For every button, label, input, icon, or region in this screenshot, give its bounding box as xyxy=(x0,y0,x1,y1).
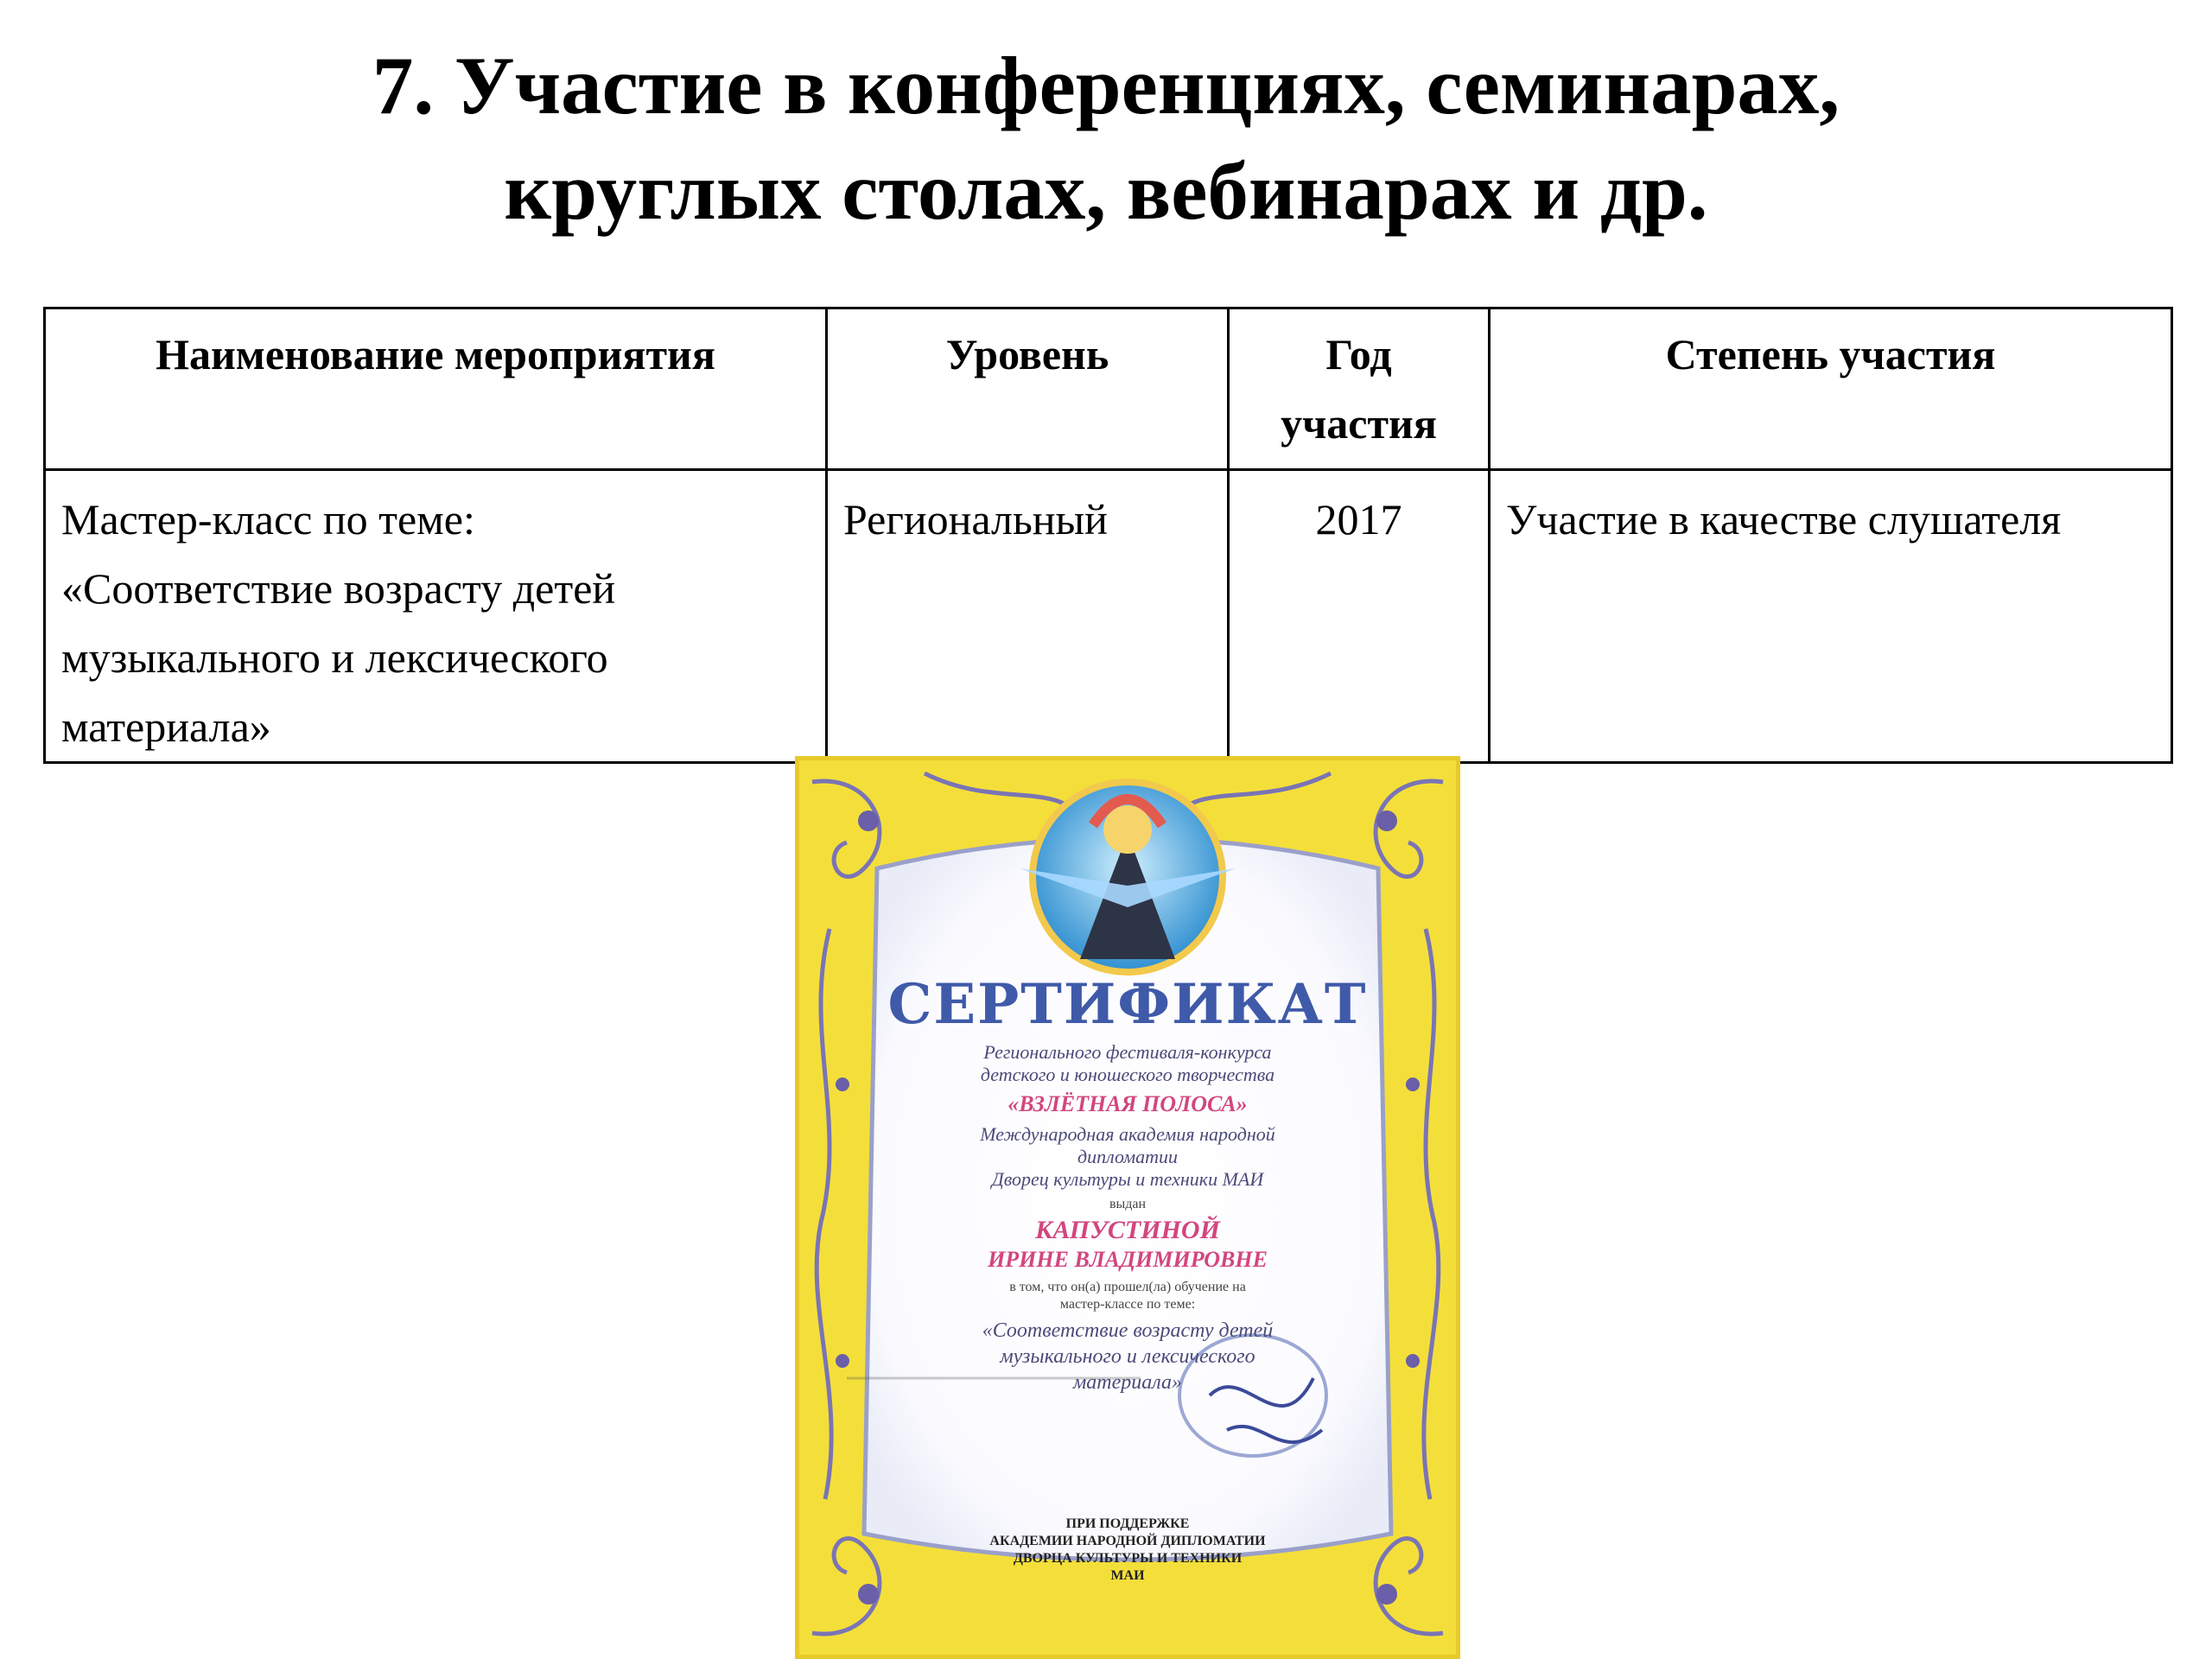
table-header-row xyxy=(45,308,2172,470)
event-line: Мастер-класс по теме: xyxy=(61,495,475,543)
certificate-title: СЕРТИФИКАТ xyxy=(887,972,1368,1037)
page-heading xyxy=(0,33,2212,244)
certificate-org-1: Международная академия народной xyxy=(980,1123,1275,1145)
certificate-support-2: АКАДЕМИИ НАРОДНОЙ ДИПЛОМАТИИ xyxy=(989,1534,1266,1548)
cell-participation: Участие в качестве слушателя xyxy=(1490,470,2172,763)
certificate-support-1: ПРИ ПОДДЕРЖКЕ xyxy=(1065,1516,1190,1531)
event-line: материала» xyxy=(61,702,271,751)
certificate-org-3: Дворец культуры и техники МАИ xyxy=(991,1168,1264,1190)
cell-year: 2017 xyxy=(1229,470,1490,763)
certificate-text-1: в том, что он(а) прошел(ла) обучение на xyxy=(1009,1280,1246,1294)
table-row xyxy=(45,470,2172,763)
header-participation: Степень участия xyxy=(1490,308,2172,470)
event-line: музыкального и лексического xyxy=(61,633,608,682)
header-year-line-2: участия xyxy=(1281,399,1437,448)
event-line: «Соответствие возрасту детей xyxy=(61,564,616,613)
certificate-topic-3: материала» xyxy=(1072,1371,1183,1394)
certificate-name-1: КАПУСТИНОЙ xyxy=(1035,1216,1220,1244)
certificate-support-4: МАИ xyxy=(1110,1568,1145,1583)
heading-line-1: 7. Участие в конференциях, семинарах, xyxy=(372,40,1840,131)
heading-line-2: круглых столах, вебинарах и др. xyxy=(504,145,1708,237)
header-level: Уровень xyxy=(827,308,1229,470)
certificate-topic-2: музыкального и лексического xyxy=(1000,1345,1255,1368)
certificate-topic-1: «Соответствие возрасту детей xyxy=(982,1319,1274,1342)
header-year xyxy=(1229,308,1490,470)
certificate-text-2: мастер-классе по теме: xyxy=(1059,1297,1196,1312)
cell-level: Региональный xyxy=(827,470,1229,763)
certificate-name-2: ИРИНЕ ВЛАДИМИРОВНЕ xyxy=(988,1247,1268,1272)
certificate-org-2: дипломатии xyxy=(1077,1146,1179,1167)
certificate-support-3: ДВОРЦА КУЛЬТУРЫ И ТЕХНИКИ xyxy=(1013,1551,1243,1566)
certificate-issued: выдан xyxy=(1109,1197,1147,1211)
header-event-name: Наименование мероприятия xyxy=(45,308,827,470)
certificate-image xyxy=(795,756,1460,1659)
certificate-subtitle-2: детского и юношеского творчества xyxy=(980,1064,1275,1085)
certificate-subtitle-1: Регионального фестиваля-конкурса xyxy=(983,1041,1272,1063)
events-table xyxy=(43,307,2173,764)
header-year-line-1: Год xyxy=(1325,330,1392,378)
cell-event-name xyxy=(45,470,827,763)
certificate-festival: «ВЗЛЁТНАЯ ПОЛОСА» xyxy=(1007,1091,1248,1116)
